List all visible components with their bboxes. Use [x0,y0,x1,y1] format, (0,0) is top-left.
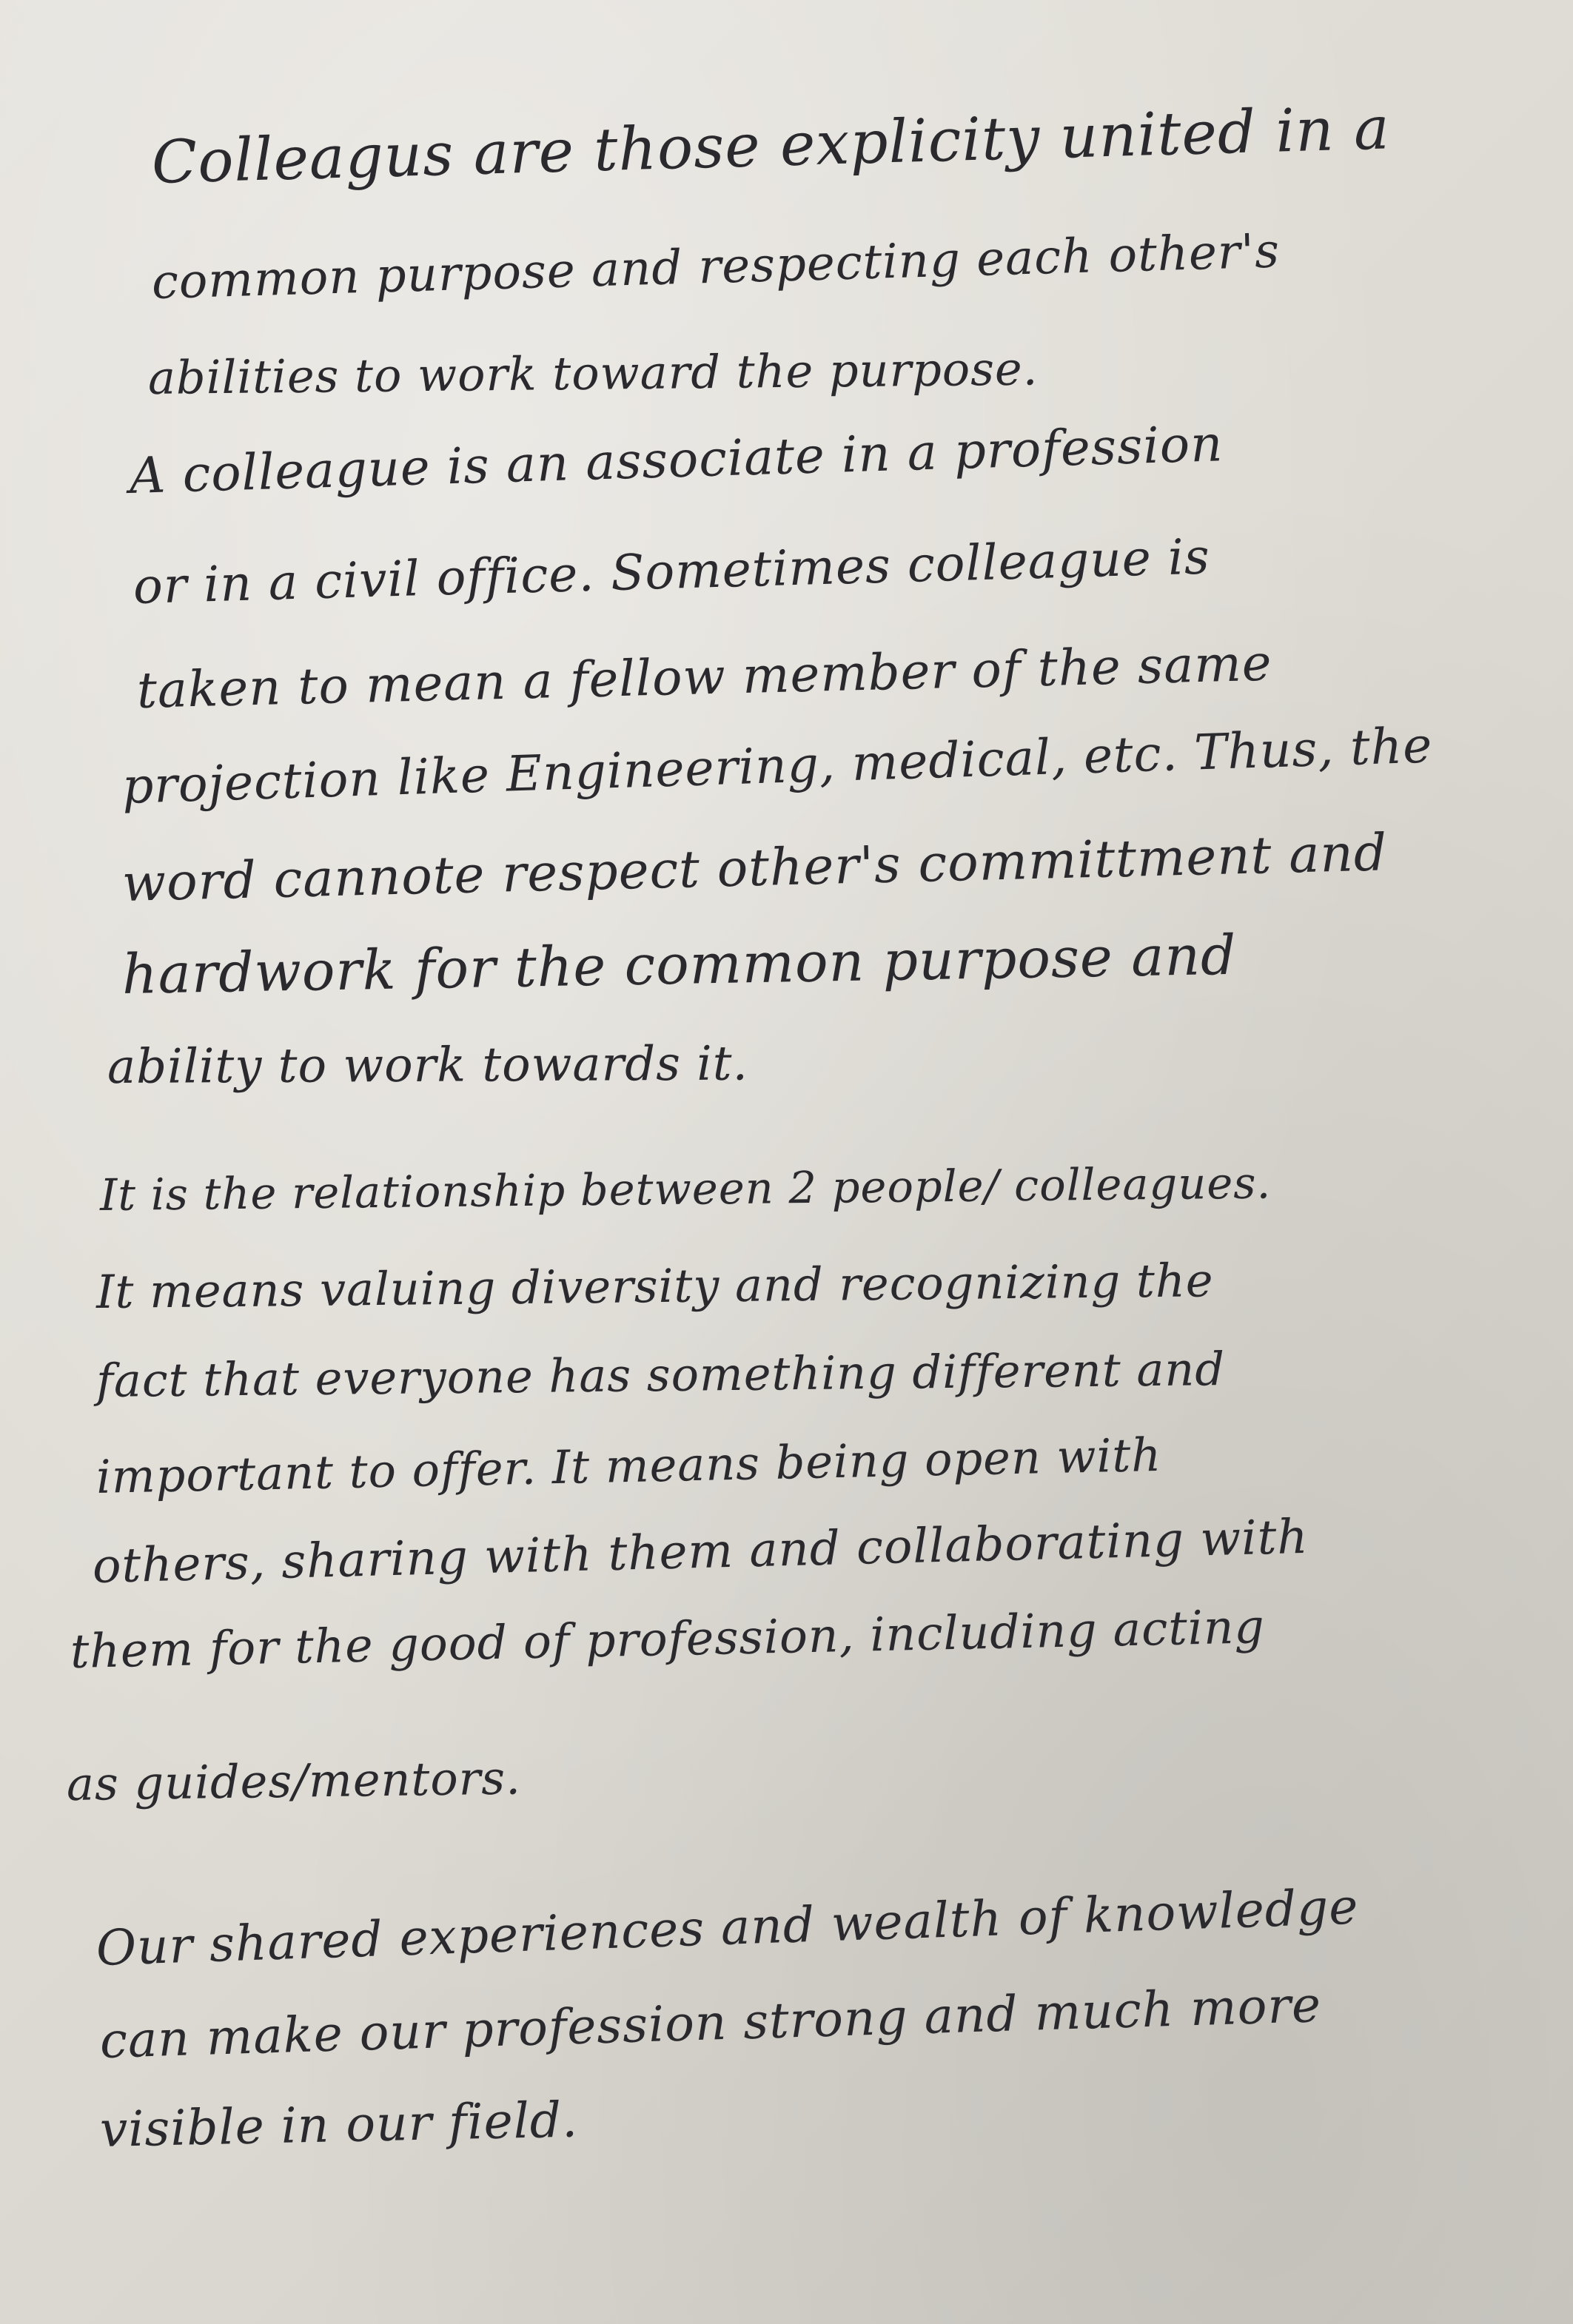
text-line: them for the good of profession, including acting [70,1599,1266,1679]
text-line: fact that everyone has something different and [95,1342,1226,1408]
text-line: ability to work towards it. [107,1036,749,1095]
text-line: taken to mean a fellow member of the same [136,634,1273,719]
text-line: Colleagus are those explicity united in a [150,93,1391,197]
text-line: can make our profession strong and much more [98,1976,1322,2069]
text-line: important to offer. It means being open with [95,1427,1162,1504]
text-line: A colleague is an associate in a profession [128,414,1224,505]
text-line: or in a civil office. Sometimes colleague is [132,528,1211,615]
text-line: projection like Engineering, medical, etc. Thus, the [121,716,1434,815]
text-line: Our shared experiences and wealth of knowledge [95,1878,1360,1977]
text-line: others, sharing with them and collaborating with [92,1509,1309,1594]
text-line: common purpose and respecting each other's [150,224,1281,310]
text-line: as guides/mentors. [66,1750,522,1811]
text-line: abilities to work toward the purpose. [147,341,1039,405]
text-line: visible in our field. [99,2091,579,2158]
text-line: word cannote respect other's committment and [121,823,1388,913]
text-line: It means valuing diversity and recognizing the [95,1253,1214,1319]
text-line: It is the relationship between 2 people/ colleagues. [99,1157,1272,1220]
text-line: hardwork for the common purpose and [121,923,1238,1007]
